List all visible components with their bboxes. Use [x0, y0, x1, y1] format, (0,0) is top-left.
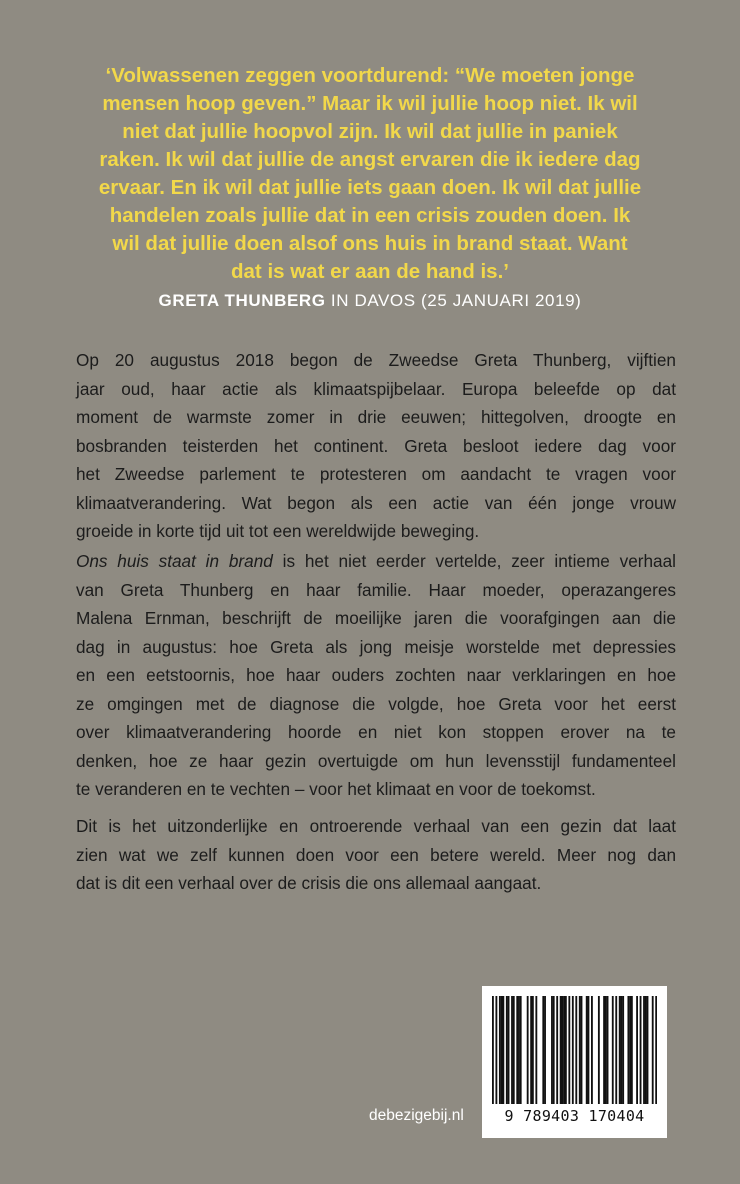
text-line: groeide in korte tijd uit tot een wereldwijde beweging.	[76, 521, 480, 541]
barcode-bar	[627, 996, 629, 1104]
text-line: en een eetstoornis, hoe haar ouders zochten naar verklaringen en hoe	[76, 665, 676, 685]
barcode-bar	[561, 996, 563, 1104]
text-line: over klimaatverandering hoorde en niet kon stoppen erover na te	[76, 722, 676, 742]
book-title: Ons huis staat in brand	[76, 551, 273, 571]
barcode-bar	[501, 996, 503, 1104]
text-line: bosbranden teisterden het continent. Greta besloot iedere dag voor	[76, 435, 676, 456]
barcode-bar	[655, 996, 657, 1104]
attribution-name: GRETA THUNBERG	[158, 291, 326, 310]
text-segment: is het niet eerder vertelde, zeer intieme verhaal	[272, 551, 676, 571]
barcode-bar	[607, 996, 609, 1104]
text-line: zien wat we zelf kunnen doen voor een betere wereld. Meer nog dan	[76, 844, 676, 865]
barcode-bar	[516, 996, 518, 1104]
barcode-bar	[588, 996, 590, 1104]
text-line: Dit is het uitzonderlijke en ontroerende verhaal van een gezin dat laat	[76, 816, 676, 836]
barcode-bar	[591, 996, 593, 1104]
barcode-bar	[563, 996, 565, 1104]
text-line: het Zweedse parlement te protesteren om aandacht te vragen voor	[76, 464, 676, 484]
barcode-bar	[518, 996, 520, 1104]
barcode-bars	[492, 996, 657, 1104]
barcode-bar	[535, 996, 537, 1104]
barcode-bar	[542, 996, 544, 1104]
barcode-bar	[544, 996, 546, 1104]
barcode-bar	[579, 996, 581, 1104]
quote-attribution	[60, 291, 680, 311]
text-line: jaar oud, haar actie als klimaatspijbelaar. Europa beleefde op dat	[76, 378, 676, 399]
text-line: Malena Ernman, beschrijft de moeilijke jaren die voorafgingen aan die	[76, 608, 676, 628]
barcode-bar	[560, 996, 562, 1104]
barcode-bar	[572, 996, 574, 1104]
barcode-bar	[647, 996, 649, 1104]
quote-line: ervaar. En ik wil dat jullie iets gaan doen. Ik wil dat jullie	[98, 176, 642, 199]
quote-line: raken. Ik wil dat jullie de angst ervaren die ik iedere dag	[99, 148, 641, 171]
attribution-context: IN DAVOS (25 JANUARI 2019)	[325, 291, 582, 310]
quote-line: dat is wat er aan de hand is.’	[231, 260, 509, 283]
barcode-bar	[645, 996, 647, 1104]
barcode-bar	[629, 996, 631, 1104]
barcode-bar	[502, 996, 504, 1104]
text-line: te veranderen en te vechten – voor het klimaat en voor de toekomst.	[76, 779, 596, 799]
barcode-bar	[530, 996, 532, 1104]
barcode-bar	[575, 996, 577, 1104]
text-line: klimaatverandering. Wat begon als een actie van één jonge vrouw	[76, 492, 676, 513]
barcode-bar	[640, 996, 642, 1104]
barcode-bar	[615, 996, 617, 1104]
barcode-bar	[581, 996, 583, 1104]
text-line: dag in augustus: hoe Greta als jong meisje worstelde met depressies	[76, 636, 676, 657]
publisher-website: debezigebij.nl	[369, 1107, 464, 1124]
text-line: moment de warmste zomer in drie eeuwen; hittegolven, droogte en	[76, 407, 676, 427]
quote-line: mensen hoop geven.” Maar ik wil jullie hoop niet. Ik wil	[102, 92, 638, 115]
barcode-bar	[506, 996, 508, 1104]
barcode-bar	[631, 996, 633, 1104]
pull-quote	[60, 62, 680, 286]
barcode-bar	[520, 996, 522, 1104]
barcode-bar	[622, 996, 624, 1104]
barcode-bar	[652, 996, 654, 1104]
text-line	[76, 547, 676, 576]
barcode-bar	[605, 996, 607, 1104]
barcode-bar	[508, 996, 510, 1104]
barcode-bar	[495, 996, 497, 1104]
barcode-bar	[532, 996, 534, 1104]
quote-line: ‘Volwassenen zeggen voortdurend: “We moeten jonge	[105, 64, 635, 87]
barcode-bar	[513, 996, 515, 1104]
barcode-bar	[586, 996, 588, 1104]
barcode-bar	[643, 996, 645, 1104]
barcode-bar	[565, 996, 567, 1104]
barcode-bar	[612, 996, 614, 1104]
text-line: ze omgingen met de diagnose die volgde, hoe Greta voor het eerst	[76, 693, 676, 714]
quote-line: wil dat jullie doen alsof ons huis in brand staat. Want	[112, 232, 628, 255]
barcode-bar	[492, 996, 494, 1104]
barcode-bar	[598, 996, 600, 1104]
barcode-bar	[568, 996, 570, 1104]
barcode-bar	[499, 996, 501, 1104]
text-line: van Greta Thunberg en haar familie. Haar moeder, operazangeres	[76, 579, 676, 600]
isbn-number: 9 789403 170404	[504, 1107, 645, 1125]
text-line: dat is dit een verhaal over de crisis die ons allemaal aangaat.	[76, 873, 542, 893]
quote-line: niet dat jullie hoopvol zijn. Ik wil dat jullie in paniek	[122, 120, 618, 143]
blurb-paragraph-1	[76, 346, 676, 546]
barcode-bar	[621, 996, 623, 1104]
quote-line: handelen zoals jullie dat in een crisis zouden doen. Ik	[109, 204, 631, 227]
barcode-bar	[603, 996, 605, 1104]
barcode-bar	[636, 996, 638, 1104]
barcode-bar	[527, 996, 529, 1104]
barcode-bar	[553, 996, 555, 1104]
barcode-bar	[551, 996, 553, 1104]
isbn-barcode	[482, 986, 667, 1138]
barcode-bar	[619, 996, 621, 1104]
barcode-bar	[556, 996, 558, 1104]
blurb-paragraph-3	[76, 812, 676, 898]
blurb-paragraph-2	[76, 547, 676, 804]
text-line: denken, hoe ze haar gezin overtuigde om hun levensstijl fundamenteel	[76, 750, 676, 771]
barcode-bar	[511, 996, 513, 1104]
text-line: Op 20 augustus 2018 begon de Zweedse Greta Thunberg, vijftien	[76, 350, 676, 370]
